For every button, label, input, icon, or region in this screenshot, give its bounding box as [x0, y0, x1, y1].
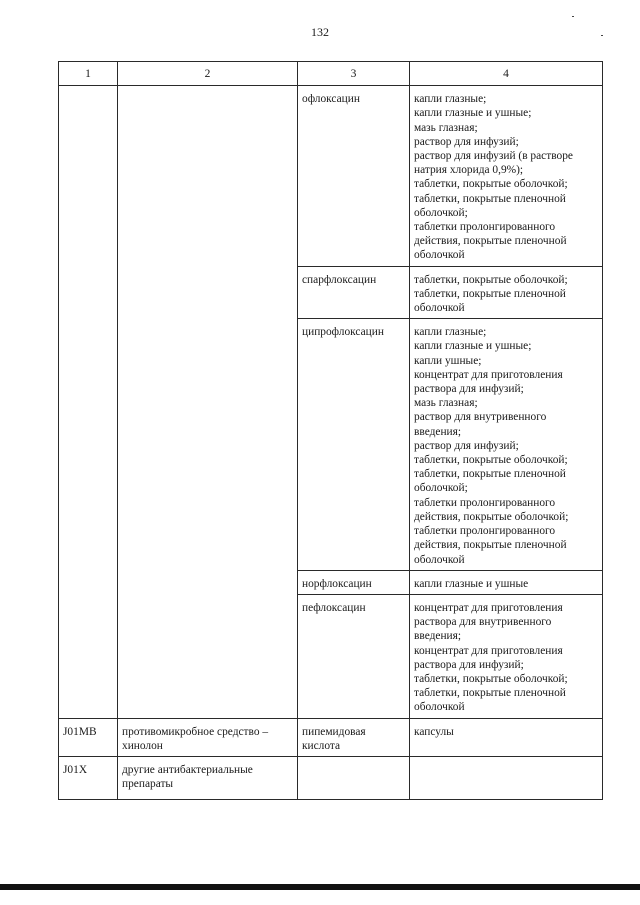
- table-header-row: [59, 62, 603, 86]
- dosage-form-line: таблетки, покрытые пленочной: [414, 192, 566, 205]
- dosage-forms: [410, 594, 603, 718]
- dosage-form-line: концентрат для приготовления: [414, 368, 563, 381]
- dosage-forms: [410, 570, 603, 594]
- dosage-forms: [410, 718, 603, 756]
- dosage-form-line: таблетки пролонгированного: [414, 525, 556, 538]
- dosage-form-line: введения;: [414, 425, 462, 438]
- dosage-form-line: мазь глазная;: [414, 121, 478, 134]
- dosage-form-line: капли глазные и ушные;: [414, 340, 532, 353]
- code-cell-empty: [59, 86, 118, 718]
- dosage-form-line: раствора для инфузий;: [414, 383, 524, 396]
- dosage-form-line: раствора для внутривенного: [414, 616, 552, 629]
- dosage-form-line: капли глазные и ушные;: [414, 107, 532, 120]
- column-header: 2: [118, 62, 298, 86]
- dosage-form-line: таблетки, покрытые пленочной: [414, 687, 566, 700]
- table-row: [59, 86, 603, 266]
- table-row: [59, 718, 603, 756]
- dosage-form-line: капли глазные;: [414, 326, 487, 339]
- dosage-form-line: капсулы: [414, 725, 454, 738]
- dosage-form-line: таблетки, покрытые оболочкой;: [414, 672, 568, 685]
- drug-name: ципрофлоксацин: [298, 319, 410, 570]
- dosage-form-line: капли глазные и ушные: [414, 577, 529, 590]
- group-cell-empty: [118, 86, 298, 718]
- dosage-form-line: таблетки пролонгированного: [414, 496, 556, 509]
- dosage-form-line: действия, покрытые пленочной: [414, 235, 567, 248]
- dosage-form-line: таблетки, покрытые оболочкой;: [414, 273, 568, 286]
- scan-speck: [572, 16, 574, 17]
- dosage-form-line: раствор для инфузий;: [414, 439, 519, 452]
- page-number: 132: [311, 25, 329, 39]
- dosage-form-line: таблетки, покрытые пленочной: [414, 468, 566, 481]
- group-name: [118, 756, 298, 799]
- dosage-form-line: таблетки пролонгированного: [414, 221, 556, 234]
- atc-code: J01X: [59, 756, 118, 799]
- group-name: [118, 718, 298, 756]
- group-name-line: другие антибактериальные: [122, 763, 253, 776]
- group-name-line: хинолон: [122, 739, 163, 752]
- dosage-form-line: раствор для инфузий;: [414, 135, 519, 148]
- dosage-forms: [410, 86, 603, 266]
- dosage-form-line: концентрат для приготовления: [414, 644, 563, 657]
- dosage-form-line: таблетки, покрытые пленочной: [414, 287, 566, 300]
- dosage-form-line: оболочкой: [414, 302, 465, 315]
- dosage-form-line: таблетки, покрытые оболочкой;: [414, 178, 568, 191]
- dosage-form-line: действия, покрытые пленочной: [414, 539, 567, 552]
- drug-name-line: кислота: [302, 739, 341, 752]
- dosage-forms: [410, 266, 603, 319]
- drug-name: офлоксацин: [298, 86, 410, 266]
- column-header: 4: [410, 62, 603, 86]
- drug-name: [298, 718, 410, 756]
- dosage-form-line: капли ушные;: [414, 354, 482, 367]
- drug-table: [58, 61, 603, 800]
- drug-name-empty: [298, 756, 410, 799]
- dosage-form-line: натрия хлорида 0,9%);: [414, 164, 524, 177]
- drug-name: спарфлоксацин: [298, 266, 410, 319]
- dosage-form-line: раствор для внутривенного: [414, 411, 547, 424]
- scan-speck: [601, 35, 603, 36]
- group-name-line: противомикробное средство –: [122, 725, 269, 738]
- scan-bottom-border: [0, 884, 640, 890]
- dosage-form-line: оболочкой: [414, 249, 465, 262]
- drug-name-line: пипемидовая: [302, 725, 366, 738]
- dosage-forms: [410, 319, 603, 570]
- dosage-form-line: раствора для инфузий;: [414, 658, 524, 671]
- dosage-form-line: оболочкой;: [414, 482, 468, 495]
- drug-name: норфлоксацин: [298, 570, 410, 594]
- atc-code: J01MB: [59, 718, 118, 756]
- table-row: [59, 756, 603, 799]
- dosage-forms-empty: [410, 756, 603, 799]
- dosage-form-line: таблетки, покрытые оболочкой;: [414, 454, 568, 467]
- group-name-line: препараты: [122, 778, 174, 791]
- dosage-form-line: оболочкой: [414, 553, 465, 566]
- dosage-form-line: действия, покрытые оболочкой;: [414, 510, 569, 523]
- dosage-form-line: оболочкой: [414, 701, 465, 714]
- dosage-form-line: оболочкой;: [414, 206, 468, 219]
- dosage-form-line: мазь глазная;: [414, 397, 478, 410]
- column-header: 3: [298, 62, 410, 86]
- dosage-form-line: введения;: [414, 630, 462, 643]
- drug-name: пефлоксацин: [298, 594, 410, 718]
- dosage-form-line: концентрат для приготовления: [414, 601, 563, 614]
- column-header: 1: [59, 62, 118, 86]
- dosage-form-line: капли глазные;: [414, 93, 487, 106]
- dosage-form-line: раствор для инфузий (в растворе: [414, 150, 573, 163]
